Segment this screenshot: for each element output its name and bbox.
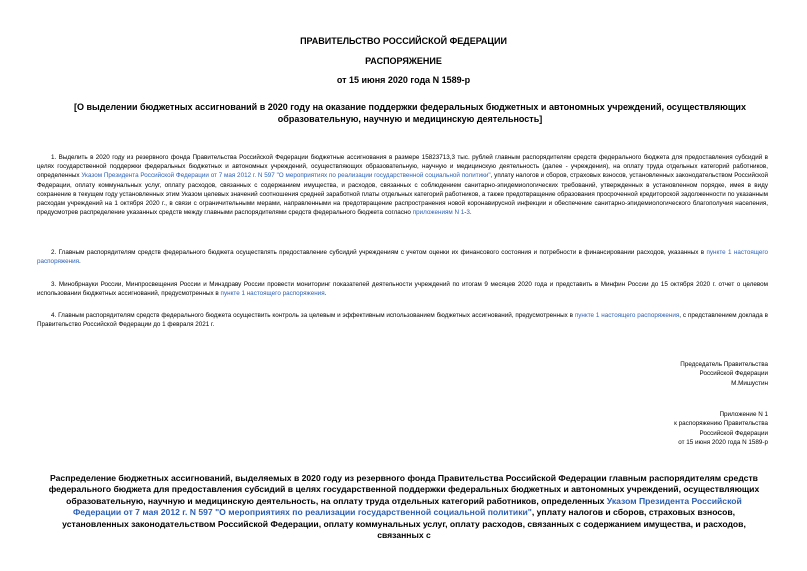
paragraph-4-text-b: , с представлением доклада в Правительство Российской Федерации до 1 февраля 2021 г.: [37, 312, 769, 329]
government-name: ПРАВИТЕЛЬСТВО РОССИЙСКОЙ ФЕДЕРАЦИИ: [300, 36, 507, 46]
paragraph-2-clause-1-link[interactable]: пункте 1 настоящего распоряжения: [37, 249, 769, 266]
paragraph-4: [37, 311, 768, 329]
paragraph-2-text-a: 2. Главным распорядителям средств федерального бюджета осуществлять предоставление субсидий учреждениям с учетом оценки их финансового состояния и потребности в финансировании расходов, указанных в: [51, 249, 707, 256]
signature-organization: Российской Федерации: [699, 370, 768, 378]
appendix-date: от 15 июня 2020 года N 1589-р: [678, 438, 768, 446]
paragraph-1-text-b: , уплату налогов и сборов, страховых взносов, установленных законодательством Российской Федерации, оплату коммунальных услуг, оплату расходов, связанных с содержанием имущества, и расходов, связанных с соблюдением санитарно-эпидемиологических требований, утвержденных в установленном порядке, имея в виду сохранение в текущем году установленных этим Указом целевых значений соотношения средней заработной платы отдельных категорий работников, а также предотвращение образования просроченной кредиторской задолженности по указанным расходам учреждений на 1 октября 2020 г., в связи с ограничительными мерами, направленными на предотвращение распространения новой коронавирусной инфекции и обеспечение санитарно-эпидемиологического благополучия населения, предусмотрев распределение указанных средств между главными распорядителями средств федерального бюджета согласно: [37, 172, 768, 217]
document-date-number: от 15 июня 2020 года N 1589-р: [336, 75, 471, 85]
document-title: [О выделении бюджетных ассигнований в 2020 году на оказание поддержки федеральных бюджетных и автономных учреждений, осуществляющих образовательную, научную и медицинскую деятельность]: [74, 102, 746, 124]
appendix-1-link[interactable]: приложениям N 1: [412, 209, 465, 217]
appendix-3-link[interactable]: 3: [466, 209, 470, 217]
paragraph-1: [37, 153, 768, 217]
signature-position: Председатель Правительства: [680, 361, 768, 368]
signature-name: М.Мишустин: [731, 379, 768, 387]
paragraph-3-clause-1-link[interactable]: пункте 1 настоящего распоряжения: [220, 290, 325, 298]
decree-597-link[interactable]: Указом Президента Российской Федерации от 7 мая 2012 г. N 597 "О мероприятиях по реализации государственной социальной политики": [81, 172, 491, 180]
appendix-organization: Российской Федерации: [699, 429, 768, 437]
paragraph-2-text-b: .: [79, 258, 81, 266]
distribution-heading: [42, 473, 766, 541]
paragraph-3: [37, 280, 768, 298]
distribution-decree-597-link[interactable]: Указом Президента Российской Федерации от 7 мая 2012 г. N 597 "О мероприятиях по реализации государственной социальной политики": [72, 495, 742, 518]
paragraph-4-text-a: 4. Главным распорядителям средств федерального бюджета осуществить контроль за целевым и эффективным использованием бюджетных ассигнований, предусмотренных в: [51, 312, 575, 319]
appendix-reference: к распоряжению Правительства: [674, 420, 768, 428]
distribution-heading-text-b: , уплату налогов и сборов, страховых взносов, установленных законодательством Российской Федерации, оплату коммунальных услуг, оплату расходов, связанных с содержанием имущества, и расходов, связанных с: [62, 507, 746, 541]
appendix-block: [468, 410, 768, 447]
distribution-heading-text-a: Распределение бюджетных ассигнований, выделяемых в 2020 году из резервного фонда Правительства Российской Федерации главным распорядителям средств федерального бюджета для предоставления субсидий в целях государственной поддержки федеральных бюджетных и автономных учреждений, осуществляющих образовательную, научную и медицинскую деятельность, на оплату труда отдельных категорий работников, определенных: [48, 473, 760, 506]
paragraph-3-text-a: 3. Минобрнауки России, Минпросвещения России и Минздраву России провести мониторинг показателей деятельности учреждений по итогам 9 месяцев 2020 года и представить в Минфин России до 15 октября 2020 г. отчет о целевом использовании бюджетных ассигнований, предусмотренных в: [37, 281, 768, 298]
document-type: РАСПОРЯЖЕНИЕ: [365, 56, 442, 66]
paragraph-2: [37, 248, 768, 266]
paragraph-4-clause-1-link[interactable]: пункте 1 настоящего распоряжения: [574, 312, 680, 319]
paragraph-3-text-b: .: [324, 290, 327, 298]
paragraph-1-dash: -: [464, 209, 467, 217]
signature-block: [468, 360, 768, 388]
paragraph-1-text-d: .: [469, 209, 472, 217]
appendix-number: Приложение N 1: [719, 411, 768, 418]
paragraph-1-text-a: 1. Выделить в 2020 году из резервного фонда Правительства Российской Федерации бюджетные ассигнования в размере 15823713,3 тыс. рублей главным распорядителям средств федерального бюджета для предоставления субсидий в целях государственной поддержки федеральных бюджетных и автономных учреждений, осуществляющих образовательную, научную и медицинскую деятельность (далее - учреждения), на оплату труда отдельных категорий работников, определенных: [37, 154, 768, 180]
